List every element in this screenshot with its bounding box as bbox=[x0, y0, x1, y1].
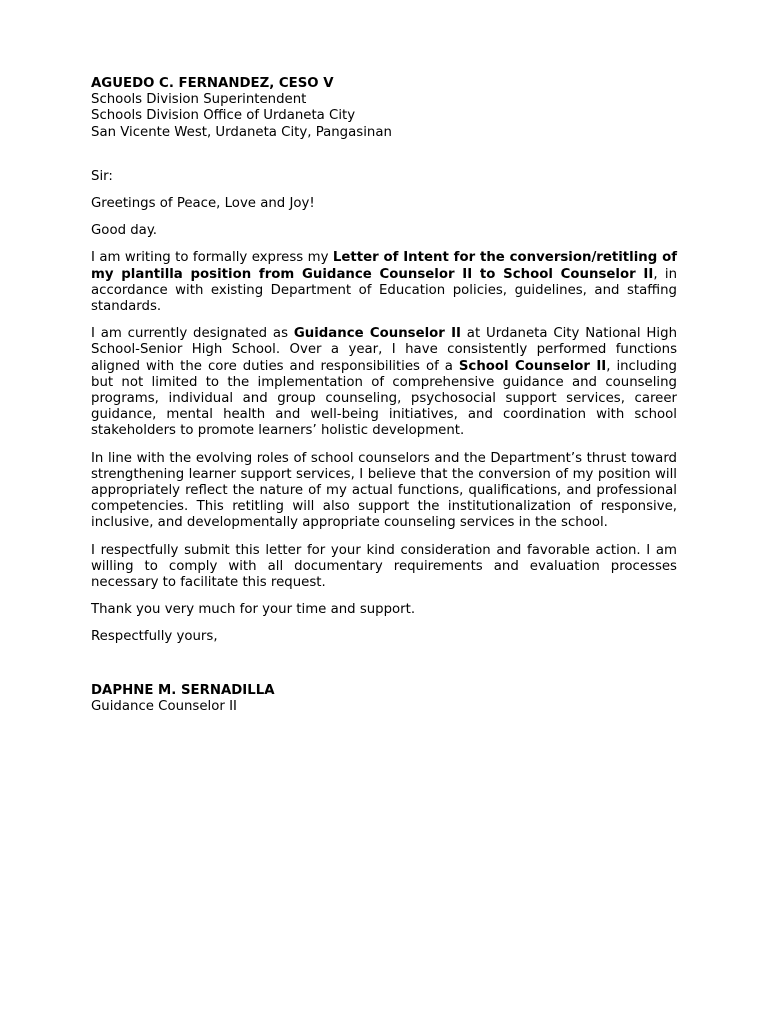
paragraph-intent bbox=[91, 250, 677, 315]
signature-block bbox=[91, 683, 677, 715]
signatory-name: DAPHNE M. SERNADILLA bbox=[91, 682, 275, 698]
greeting: Greetings of Peace, Love and Joy! bbox=[91, 196, 315, 212]
letter-body bbox=[91, 76, 677, 715]
paragraph-intent-bold: Letter of Intent for the conversion/retitling of my plantilla position from Guidance Counselor II to School Counselor II bbox=[91, 250, 677, 282]
paragraph-rationale: In line with the evolving roles of school counselors and the Department’s thrust toward strengthening learner support services, I believe that the conversion of my position will appropriately reflect the nature of my actual functions, qualifications, and professional competencies. This retitling will also support the institutionalization of responsive, inclusive, and developmentally appropriate counseling services in the school. bbox=[91, 450, 677, 531]
good-day: Good day. bbox=[91, 223, 158, 239]
addressee-address: San Vicente West, Urdaneta City, Pangasinan bbox=[91, 124, 392, 140]
paragraph-intent-lead: I am writing to formally express my bbox=[91, 250, 333, 266]
salutation: Sir: bbox=[91, 168, 113, 184]
addressee-title: Schools Division Superintendent bbox=[91, 92, 307, 108]
addressee-office: Schools Division Office of Urdaneta City bbox=[91, 108, 356, 124]
paragraph-designation bbox=[91, 326, 677, 439]
paragraph-designation-tail: , including but not limited to the implementation of comprehensive guidance and counseling programs, individual and group counseling, psychosocial support services, career guidance, mental health and well-being initiatives, and coordination with school stakeholders to promote learners’ holistic development. bbox=[91, 358, 677, 439]
signatory-position: Guidance Counselor II bbox=[91, 698, 237, 714]
paragraph-designation-middle: at Urdaneta City National High School-Senior High School. Over a year, I have consistently performed functions aligned with the core duties and responsibilities of a bbox=[91, 326, 677, 374]
paragraph-designation-bold-1: Guidance Counselor II bbox=[293, 326, 461, 342]
paragraph-intent-tail: , in accordance with existing Department of Education policies, guidelines, and staffing standards. bbox=[91, 266, 678, 315]
paragraph-designation-lead: I am currently designated as bbox=[91, 326, 294, 342]
addressee-block bbox=[91, 76, 677, 141]
paragraph-request: I respectfully submit this letter for your kind consideration and favorable action. I am willing to comply with all documentary requirements and evaluation processes necessary to facilitate this request. bbox=[91, 542, 677, 591]
closing-thanks: Thank you very much for your time and support. bbox=[91, 602, 416, 618]
sign-off: Respectfully yours, bbox=[91, 629, 218, 645]
addressee-name: AGUEDO C. FERNANDEZ, CESO V bbox=[91, 76, 334, 91]
paragraph-designation-bold-2: School Counselor II bbox=[458, 358, 607, 374]
